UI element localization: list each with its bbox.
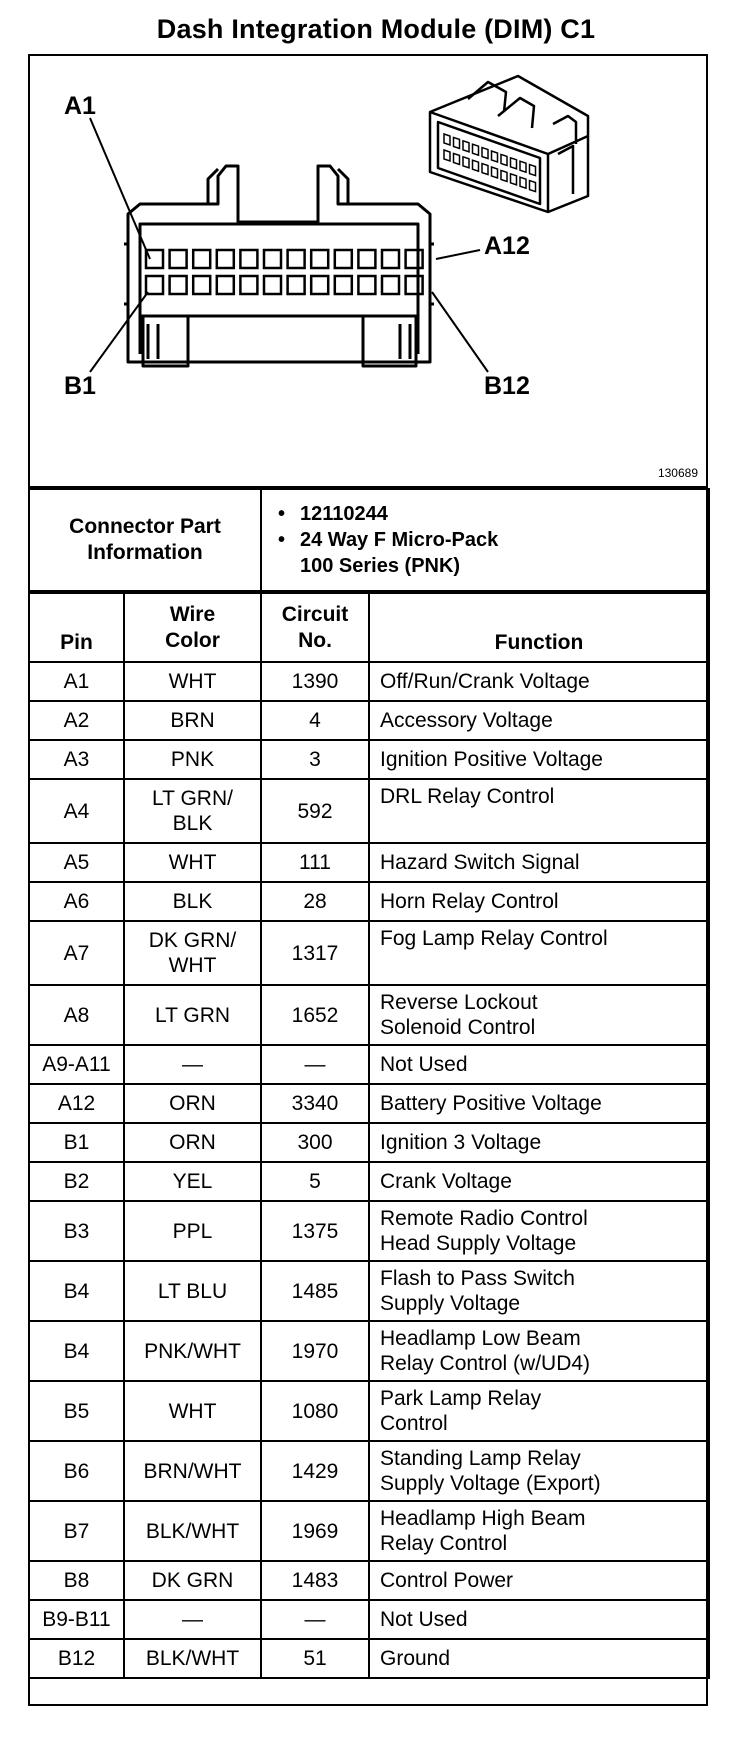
header-wire-color-line2: Color [165, 628, 220, 652]
circuit-number-cell: 1080 [261, 1381, 369, 1441]
wire-color-cell: ORN [124, 1084, 261, 1123]
pin-cavity [358, 250, 375, 268]
function-cell: Fog Lamp Relay Control [369, 921, 709, 985]
wire-color-cell: BLK [124, 882, 261, 921]
connector-part-details [261, 489, 709, 591]
pin-cell: B3 [29, 1201, 124, 1261]
pin-cell: A2 [29, 701, 124, 740]
wire-color-cell: PNK [124, 740, 261, 779]
connector-part-label [29, 489, 261, 591]
header-function: Function [369, 593, 709, 662]
circuit-number-cell: 1429 [261, 1441, 369, 1501]
table-header-row [29, 593, 709, 662]
pin-cavity [264, 276, 281, 294]
isometric-cavity [520, 161, 526, 172]
label-b1: B1 [64, 372, 96, 400]
isometric-cavity [444, 150, 450, 161]
a1-pointer-line [90, 118, 150, 259]
function-cell: Remote Radio Control Head Supply Voltage [369, 1201, 709, 1261]
circuit-number-cell: 1652 [261, 985, 369, 1045]
function-cell: Not Used [369, 1600, 709, 1639]
isometric-cavity [511, 174, 517, 185]
table-row [29, 921, 709, 985]
circuit-number-cell: 3340 [261, 1084, 369, 1123]
pin-cell: A3 [29, 740, 124, 779]
function-cell: Battery Positive Voltage [369, 1084, 709, 1123]
table-row [29, 985, 709, 1045]
table-row [29, 1123, 709, 1162]
circuit-number-cell: 51 [261, 1639, 369, 1678]
connector-drawing [28, 54, 708, 488]
isometric-cavity [454, 153, 460, 164]
pin-cavity [193, 276, 210, 294]
pin-cell: B8 [29, 1561, 124, 1600]
wire-color-cell: ORN [124, 1123, 261, 1162]
function-cell: Standing Lamp Relay Supply Voltage (Export) [369, 1441, 709, 1501]
header-pin: Pin [29, 593, 124, 662]
function-cell: DRL Relay Control [369, 779, 709, 843]
connector-part-label-line1: Connector Part [69, 515, 221, 538]
isometric-cavity [501, 170, 507, 181]
pin-cavity [217, 250, 234, 268]
table-row [29, 843, 709, 882]
circuit-number-cell: 111 [261, 843, 369, 882]
wire-color-cell: WHT [124, 1381, 261, 1441]
circuit-number-cell: 592 [261, 779, 369, 843]
a12-pointer-line [436, 250, 480, 259]
pin-cavity [358, 276, 375, 294]
table-row [29, 882, 709, 921]
isometric-cavity [492, 151, 498, 162]
pin-cell: A9-A11 [29, 1045, 124, 1084]
pin-cavity [217, 276, 234, 294]
table-row [29, 740, 709, 779]
wire-color-cell: WHT [124, 843, 261, 882]
table-row [29, 779, 709, 843]
pinout-rows [29, 662, 709, 1678]
header-wire-color [124, 593, 261, 662]
pin-cavity [335, 250, 352, 268]
isometric-cavity [530, 181, 536, 192]
table-row [29, 1381, 709, 1441]
pin-cavity [382, 276, 399, 294]
table-row [29, 1321, 709, 1381]
pinout-table [28, 592, 710, 1679]
table-row [29, 1261, 709, 1321]
pin-cavity [170, 276, 187, 294]
wire-color-cell: LT BLU [124, 1261, 261, 1321]
circuit-number-cell: 3 [261, 740, 369, 779]
pin-cell: A7 [29, 921, 124, 985]
isometric-cavity [463, 157, 469, 168]
pin-cell: B2 [29, 1162, 124, 1201]
circuit-number-cell: 1970 [261, 1321, 369, 1381]
wire-color-cell: PPL [124, 1201, 261, 1261]
pin-cavity [146, 250, 163, 268]
circuit-number-cell: 300 [261, 1123, 369, 1162]
pin-cell: A4 [29, 779, 124, 843]
circuit-number-cell: 1483 [261, 1561, 369, 1600]
connector-part-info [28, 488, 710, 592]
table-row [29, 701, 709, 740]
isometric-cavity [501, 154, 507, 165]
isometric-cavity [473, 144, 479, 155]
pin-cavity [264, 250, 281, 268]
pin-cell: B4 [29, 1321, 124, 1381]
wire-color-cell: BRN [124, 701, 261, 740]
circuit-number-cell: — [261, 1045, 369, 1084]
pin-cell: A1 [29, 662, 124, 701]
isometric-cavity [520, 177, 526, 188]
pin-cavity [193, 250, 210, 268]
function-cell: Control Power [369, 1561, 709, 1600]
function-cell: Off/Run/Crank Voltage [369, 662, 709, 701]
pin-cavity [240, 250, 257, 268]
label-a12: A12 [484, 232, 530, 260]
connector-description-line2: 100 Series (PNK) [300, 555, 461, 577]
function-cell: Ground [369, 1639, 709, 1678]
wire-color-cell: LT GRN [124, 985, 261, 1045]
function-cell: Headlamp Low Beam Relay Control (w/UD4) [369, 1321, 709, 1381]
circuit-number-cell: 1390 [261, 662, 369, 701]
table-row [29, 1639, 709, 1678]
pin-cell: B1 [29, 1123, 124, 1162]
table-row [29, 1084, 709, 1123]
wire-color-cell: BRN/WHT [124, 1441, 261, 1501]
label-b12: B12 [484, 372, 530, 400]
isometric-cavity [454, 137, 460, 148]
pin-cell: A12 [29, 1084, 124, 1123]
b12-pointer-line [432, 292, 488, 372]
figure-code: 130689 [657, 466, 698, 480]
pin-cavity [240, 276, 257, 294]
wire-color-cell: — [124, 1045, 261, 1084]
pin-cavity [288, 276, 305, 294]
table-row [29, 662, 709, 701]
wire-color-cell: DK GRN/ WHT [124, 921, 261, 985]
table-row [29, 1600, 709, 1639]
function-cell: Reverse Lockout Solenoid Control [369, 985, 709, 1045]
circuit-number-cell: 1969 [261, 1501, 369, 1561]
pin-cavity [406, 276, 423, 294]
page-title: Dash Integration Module (DIM) C1 [156, 14, 596, 44]
pin-cavity [311, 250, 328, 268]
pin-cavity [170, 250, 187, 268]
function-cell: Horn Relay Control [369, 882, 709, 921]
pin-cavity [146, 276, 163, 294]
circuit-number-cell: 1485 [261, 1261, 369, 1321]
part-number: • 12110244 [300, 501, 708, 527]
wire-color-cell: WHT [124, 662, 261, 701]
pin-cell: B4 [29, 1261, 124, 1321]
wire-color-cell: — [124, 1600, 261, 1639]
wire-color-cell: BLK/WHT [124, 1501, 261, 1561]
pin-cavity [311, 276, 328, 294]
table-row [29, 1441, 709, 1501]
isometric-cavities [444, 134, 536, 192]
function-cell: Flash to Pass Switch Supply Voltage [369, 1261, 709, 1321]
circuit-number-cell: 1317 [261, 921, 369, 985]
function-cell: Headlamp High Beam Relay Control [369, 1501, 709, 1561]
isometric-cavity [482, 148, 488, 159]
header-circuit-line1: Circuit [281, 602, 349, 626]
table-row [29, 1162, 709, 1201]
isometric-cavity [511, 158, 517, 169]
circuit-number-cell: 1375 [261, 1201, 369, 1261]
table-row [29, 1561, 709, 1600]
function-cell: Accessory Voltage [369, 701, 709, 740]
pin-cell: A8 [29, 985, 124, 1045]
pin-cavity [406, 250, 423, 268]
header-circuit-no [261, 593, 369, 662]
wire-color-cell: BLK/WHT [124, 1639, 261, 1678]
isometric-cavity [473, 160, 479, 171]
function-cell: Ignition Positive Voltage [369, 740, 709, 779]
circuit-number-cell: 28 [261, 882, 369, 921]
isometric-cavity [463, 141, 469, 152]
table-row [29, 1501, 709, 1561]
table-row [29, 1201, 709, 1261]
circuit-number-cell: 5 [261, 1162, 369, 1201]
circuit-number-cell: — [261, 1600, 369, 1639]
circuit-number-cell: 4 [261, 701, 369, 740]
function-cell: Ignition 3 Voltage [369, 1123, 709, 1162]
pin-cell: B7 [29, 1501, 124, 1561]
header-wire-color-line1: Wire [169, 602, 216, 626]
connector-description: • 24 Way F Micro-Pack [300, 527, 708, 553]
pin-cell: B12 [29, 1639, 124, 1678]
pin-cavity [335, 276, 352, 294]
table-row [29, 1045, 709, 1084]
pin-cell: B6 [29, 1441, 124, 1501]
pin-cell: B9-B11 [29, 1600, 124, 1639]
isometric-cavity [444, 134, 450, 145]
pin-cell: B5 [29, 1381, 124, 1441]
header-circuit-line2: No. [298, 628, 332, 652]
isometric-cavity [482, 164, 488, 175]
pin-cavity [288, 250, 305, 268]
pin-cavities [146, 250, 423, 294]
isometric-cavity [492, 167, 498, 178]
function-cell: Park Lamp Relay Control [369, 1381, 709, 1441]
wire-color-cell: YEL [124, 1162, 261, 1201]
isometric-cavity [530, 165, 536, 176]
connector-part-label-line2: Information [87, 541, 203, 564]
connector-diagram [28, 54, 708, 488]
wire-color-cell: LT GRN/ BLK [124, 779, 261, 843]
wire-color-cell: PNK/WHT [124, 1321, 261, 1381]
function-cell: Crank Voltage [369, 1162, 709, 1201]
wire-color-cell: DK GRN [124, 1561, 261, 1600]
pin-cavity [382, 250, 399, 268]
label-a1: A1 [64, 92, 96, 120]
function-cell: Hazard Switch Signal [369, 843, 709, 882]
pin-cell: A6 [29, 882, 124, 921]
pin-cell: A5 [29, 843, 124, 882]
function-cell: Not Used [369, 1045, 709, 1084]
